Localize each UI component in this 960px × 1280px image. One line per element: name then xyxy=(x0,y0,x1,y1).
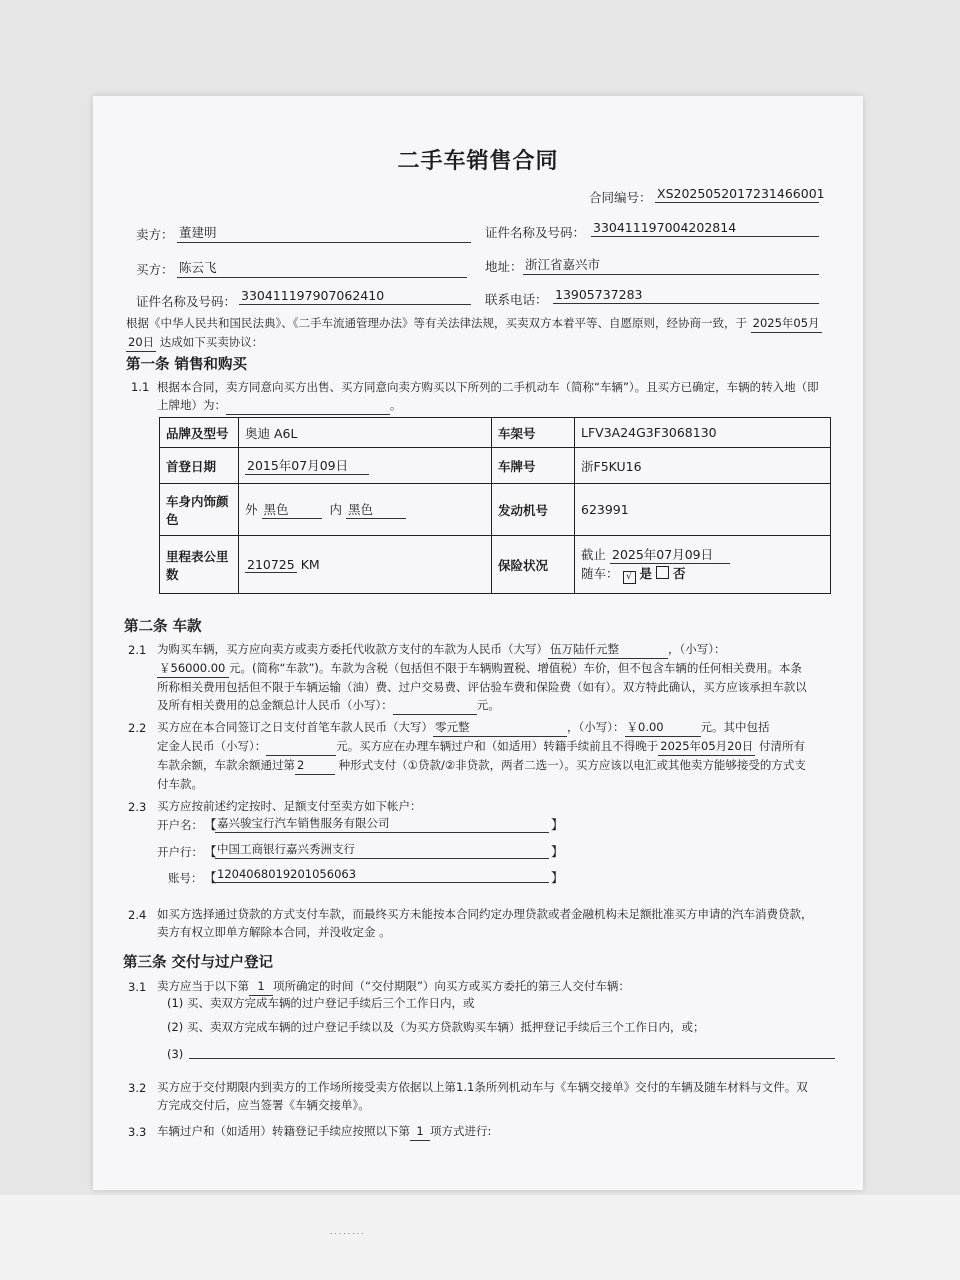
insurance-date: 2025年07月09日 xyxy=(610,545,730,564)
delivery-option-3-blank xyxy=(189,1058,835,1059)
article-2-title: 第二条 车款 xyxy=(124,619,202,635)
clause-3-3-number: 3.3 xyxy=(128,1125,147,1139)
price-lower: ￥56000.00 xyxy=(157,659,229,678)
brand-label: 品牌及型号 xyxy=(160,418,239,448)
bank-label: 开户行： xyxy=(157,845,203,859)
transfer-option: 1 xyxy=(410,1122,430,1141)
first-registration-cell xyxy=(239,448,492,484)
first-payment-upper: 零元整 xyxy=(433,718,567,737)
clause-2-4-number: 2.4 xyxy=(128,908,147,922)
brand-value: 奥迪 A6L xyxy=(239,418,492,448)
clause-2-4-text: 如买方选择通过贷款的方式支付车款，而最终买方未能按本合同约定办理贷款或者金融机构未足额批准买方申请的汽车消费贷款， 卖方有权立即单方解除本合同，并没收定金 。 xyxy=(157,907,813,939)
page-title: 二手车销售合同 xyxy=(397,149,559,174)
vin-label: 车架号 xyxy=(492,418,575,448)
mileage-value: 210725 xyxy=(247,556,295,572)
next-page-faint-text: · · · · · · · · xyxy=(330,1230,364,1238)
seller-name: 董建明 xyxy=(177,223,471,243)
exterior-color: 黑色 xyxy=(262,500,322,519)
mileage-cell: 210725 KM xyxy=(239,536,492,594)
account-number-label: 账号： xyxy=(168,871,203,885)
account-number-value: 1204068019201056063 xyxy=(215,867,549,883)
article-3-title: 第三条 交付与过户登记 xyxy=(123,955,274,971)
clause-2-1-text: 为购买车辆，买方应向卖方或卖方委托代收款方支付的车款为人民币（大写） 伍万陆仟元整 ，（小写）： ￥56000.00 元。(简称“车款”)。车款为含税（包括但不限于车辆购置税、增值税）车价，但不包含车辆的任何相关费用。本条 所称相关费用包括但不限于车辆运输（油）费、过户交易费、评估验车费和保险费（如有）。双方特此确认，买方应该承担车款以 及所有相关费用的总金额总计人民币（小写）： 元。 xyxy=(157,640,837,715)
seller-id-value: 330411197004202814 xyxy=(591,220,819,237)
engine-value: 623991 xyxy=(575,484,831,536)
delivery-option-1: (1) 买、卖双方完成车辆的过户登记手续后三个工作日内，或 xyxy=(167,996,475,1010)
buyer-address-label: 地址： xyxy=(485,259,523,274)
next-page-edge xyxy=(0,1195,960,1280)
clause-1-1-number: 1.1 xyxy=(131,380,150,394)
clause-2-1-number: 2.1 xyxy=(128,643,147,657)
first-registration-label: 首登日期 xyxy=(160,448,239,484)
buyer-phone-value: 13905737283 xyxy=(553,287,819,304)
delivery-option-2: (2) 买、卖双方完成车辆的过户登记手续以及（为买方贷款购买车辆）抵押登记手续后三个工作日内，或； xyxy=(167,1020,705,1034)
plate-label: 车牌号 xyxy=(492,448,575,484)
contract-no-label: 合同编号： xyxy=(589,190,652,205)
insurance-label: 保险状况 xyxy=(492,536,575,594)
insurance-yes-checkbox[interactable]: √ xyxy=(623,571,636,584)
seller-label: 卖方： xyxy=(136,227,174,242)
color-cell: 外 黑色 内 黑色 xyxy=(239,484,492,536)
account-name-value: 嘉兴骏宝行汽车销售服务有限公司 xyxy=(215,815,549,833)
buyer-label: 买方： xyxy=(136,262,174,277)
bank-value: 中国工商银行嘉兴秀洲支行 xyxy=(215,841,549,859)
clause-3-1-number: 3.1 xyxy=(128,980,147,994)
engine-label: 发动机号 xyxy=(492,484,575,536)
clause-2-2-number: 2.2 xyxy=(128,721,147,735)
delivery-option-3: (3) xyxy=(167,1047,184,1061)
contract-no-value: XS2025052017231466001 xyxy=(657,186,825,201)
color-label: 车身内饰颜色 xyxy=(160,484,239,536)
buyer-id-value: 330411197907062410 xyxy=(239,288,471,305)
clause-2-2-text: 买方应在本合同签订之日支付首笔车款人民币（大写） 零元整 ，（小写）： ￥0.00 元。其中包括 定金人民币（小写）： 元。买方应在办理车辆过户和（如适用）转籍手续前且不得晚于 2025年05月20日 付清所有 车款余额，车款余额通过第 2 种形式支付（①贷款/②非贷款，两者二选一）。买方应该以电汇或其他卖方能够接受的方式支 付车款。 xyxy=(157,720,806,791)
balance-due-date: 2025年05月20日 xyxy=(658,737,755,756)
article-1-title: 第一条 销售和购买 xyxy=(126,357,248,373)
clause-3-2-text: 买方应于交付期限内到卖方的工作场所接受卖方依据以上第1.1条所列机动车与《车辆交接单》交付的车辆及随车材料与文件。双 方完成交付后，应当签署《车辆交接单》。 xyxy=(157,1080,808,1112)
clause-1-1-text: 根据本合同，卖方同意向买方出售、买方同意向卖方购买以下所列的二手机动车（简称“车辆”）。且买方已确定，车辆的转入地（即 上牌地）为： 。 xyxy=(157,378,837,415)
first-registration-value: 2015年07月09日 xyxy=(245,456,369,475)
first-payment-lower: ￥0.00 xyxy=(625,718,701,737)
clause-2-3-text: 买方应按前述约定按时、足额支付至卖方如下帐户： xyxy=(157,799,422,813)
clause-3-1-text: 卖方应当于以下第 1 项所确定的时间（“交付期限”）向买方或买方委托的第三人交付车辆： xyxy=(157,977,837,996)
buyer-name: 陈云飞 xyxy=(177,258,467,278)
buyer-id-label: 证件名称及号码： xyxy=(136,294,237,309)
account-name-label: 开户名： xyxy=(157,818,203,832)
insurance-cell: 截止 2025年07月09日 随车： √ 是 否 xyxy=(575,536,831,594)
buyer-address-value: 浙江省嘉兴市 xyxy=(523,255,819,275)
interior-color: 黑色 xyxy=(346,500,406,519)
price-upper: 伍万陆仟元整 xyxy=(548,640,668,659)
delivery-option: 1 xyxy=(249,977,273,996)
seller-id-label: 证件名称及号码： xyxy=(485,225,586,240)
clause-2-3-number: 2.3 xyxy=(128,800,147,814)
preamble: 根据《中华人民共和国民法典》、《二手车流通管理办法》等有关法律法规，买卖双方本着平等、自愿原则，经协商一致，于 2025年05月 20日 达成如下买卖协议： xyxy=(126,314,836,352)
plate-value: 浙F5KU16 xyxy=(575,448,831,484)
vin-value: LFV3A24G3F3068130 xyxy=(575,418,831,448)
mileage-label: 里程表公里数 xyxy=(160,536,239,594)
clause-3-2-number: 3.2 xyxy=(128,1081,147,1095)
buyer-phone-label: 联系电话： xyxy=(485,292,548,307)
clause-3-3-text: 车辆过户和（如适用）转籍登记手续应按照以下第 1 项方式进行: xyxy=(157,1122,491,1141)
vehicle-info-table xyxy=(159,417,831,594)
contract-page: 二手车销售合同 合同编号： XS2025052017231466001 卖方： 董建明 证件名称及号码： 330411197004202814 买方： 陈云飞 地址： 浙江省嘉兴市 证件名称及号码： 330411197907062410 联系电话： 13905737283 根据《中华人民共和国民法典》、《二手车流通管理办法》等有关法律法规，买卖双方本着平等、自愿原则，经协商一致，于 2025年05月 20日 达成如下买卖协议： 第一条 销售和购买 1.1 根据本合同，卖方同意向买方出售、买方同意向卖方购买以下所列的二手机动车（简称“车辆”）。且买方已确定，车辆的转入地（即 上牌地）为： 。 品牌及型号 奥迪 A6L 车架号 LFV3A24G3F3068130 首登日期 2015年07月09日 车牌号 浙F5KU16 车身内饰颜色 外 黑色 内 黑色 发动机号 623991 里程表公里数 210725 KM 保险状况 截止 2025年07月09日 随车： √ 是 否 第二条 车款 2.1 为购买车辆，买方应向卖方或卖方委托代收款方支付的车款为人民币（大写） 伍万陆仟元整 ，（小写）： ￥56000.00 元。(简称“车款”)。车款为含税（包括但不限于车辆购置税、增值税）车价，但不包含车辆的任何相关费用。本条 所称相关费用包括但不限于车辆运输（油）费、过户交易费、评估验车费和保险费（如有）。双方特此确认，买方应该承担车款以 及所有相关费用的总金额总计人民币（小写）： 元。 2.2 买方应在本合同签订之日支付首笔车款人民币（大写） 零元整 ，（小写）： ￥0.00 元。其中包括 定金人民币（小写）： 元。买方应在办理车辆过户和（如适用）转籍手续前且不得晚于 2025年05月20日 付清所有 车款余额，车款余额通过第 2 种形式支付（①贷款/②非贷款，两者二选一）。买方应该以电汇或其他卖方能够接受的方式支 付车款。 2.3 买方应按前述约定按时、足额支付至卖方如下帐户： 开户名： 【 嘉兴骏宝行汽车销售服务有限公司 】 开户行： 【 中国工商银行嘉兴秀洲支行 】 账号： 【 1204068019201056063 】 2.4 如买方选择通过贷款的方式支付车款，而最终买方未能按本合同约定办理贷款或者金融机构未足额批准买方申请的汽车消费贷款， 卖方有权立即单方解除本合同，并没收定金 。 第三条 交付与过户登记 3.1 卖方应当于以下第 1 项所确定的时间（“交付期限”）向买方或买方委托的第三人交付车辆： (1) 买、卖双方完成车辆的过户登记手续后三个工作日内，或 (2) 买、卖双方完成车辆的过户登记手续以及（为买方贷款购买车辆）抵押登记手续后三个工作日内，或； (3) 3.2 买方应于交付期限内到卖方的工作场所接受卖方依据以上第1.1条所列机动车与《车辆交接单》交付的车辆及随车材料与文件。双 方完成交付后，应当签署《车辆交接单》。 3.3 车辆过户和（如适用）转籍登记手续应按照以下第 1 项方式进行: xyxy=(93,96,863,1190)
insurance-no-checkbox[interactable] xyxy=(656,566,669,579)
payment-method: 2 xyxy=(295,756,335,775)
